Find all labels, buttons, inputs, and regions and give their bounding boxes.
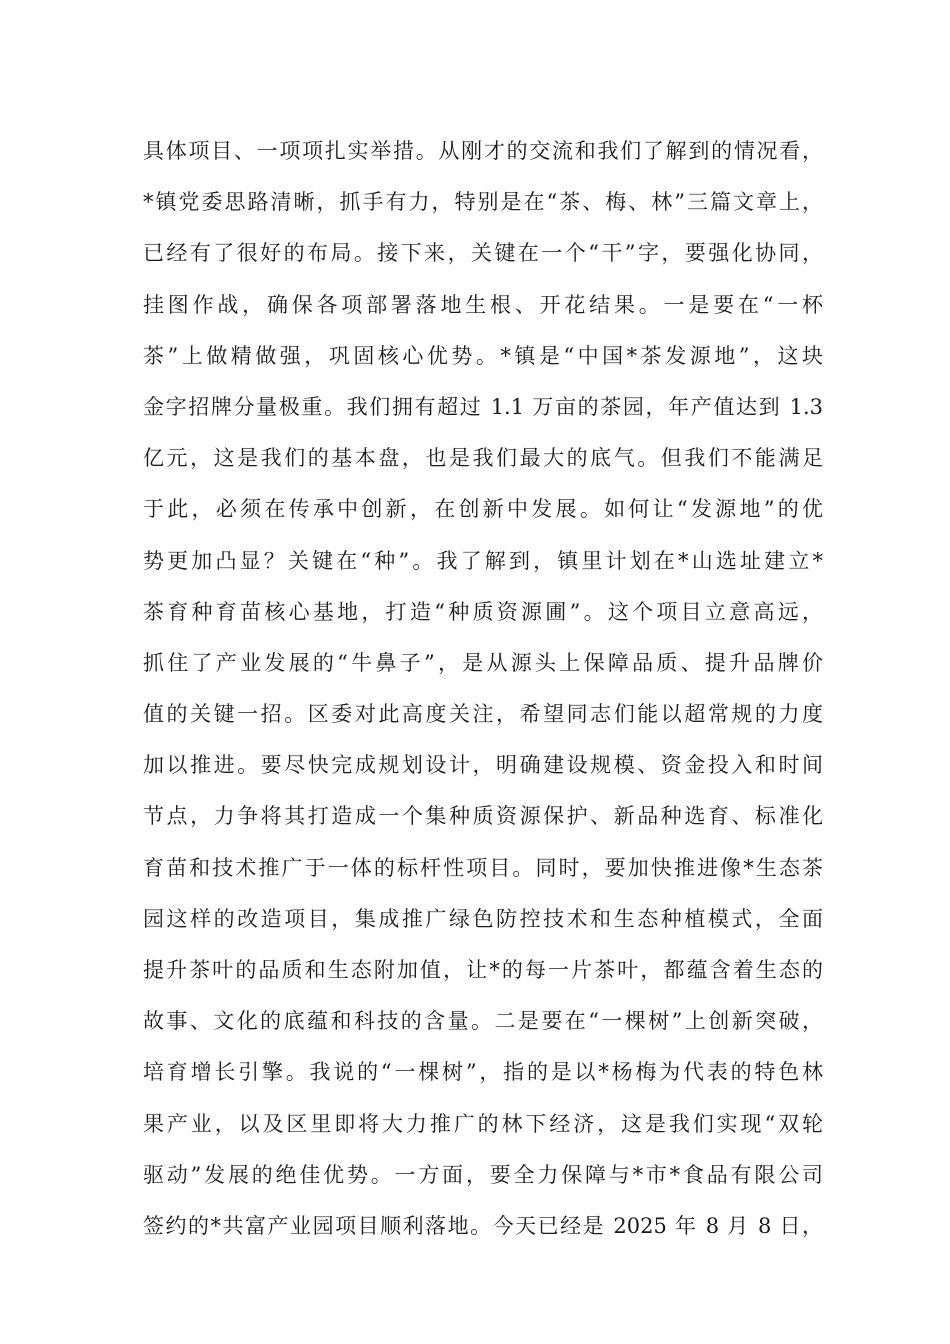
text-line: 茶育种育苗核心基地，打造“种质资源圃”。这个项目立意高远， [143, 599, 823, 624]
text-line: 提升茶叶的品质和生态附加值，让*的每一片茶叶，都蕴含着生态的 [143, 958, 823, 982]
text-line: 具体项目、一项项扎实举措。从刚才的交流和我们了解到的情况看， [143, 139, 823, 163]
text-line: 于此，必须在传承中创新，在创新中发展。如何让“发源地”的优 [143, 497, 823, 522]
text-line: 节点，力争将其打造成一个集种质资源保护、新品种选育、标准化 [143, 804, 823, 829]
text-line: 值的关键一招。区委对此高度关注，希望同志们能以超常规的力度 [143, 702, 823, 727]
text-line: 金字招牌分量极重。我们拥有超过 1.1 万亩的茶园，年产值达到 1.3 [143, 394, 823, 419]
text-line: *镇党委思路清晰，抓手有力，特别是在“茶、梅、林”三篇文章上， [143, 190, 823, 215]
text-line: 亿元，这是我们的基本盘，也是我们最大的底气。但我们不能满足 [143, 446, 823, 471]
text-line: 培育增长引擎。我说的“一棵树”，指的是以*杨梅为代表的特色林 [143, 1060, 823, 1085]
text-line: 加以推进。要尽快完成规划设计，明确建设规模、资金投入和时间 [143, 753, 823, 778]
text-line: 抓住了产业发展的“牛鼻子”，是从源头上保障品质、提升品牌价 [143, 650, 823, 675]
text-line: 挂图作战，确保各项部署落地生根、开花结果。一是要在“一杯 [143, 292, 823, 317]
text-line: 签约的*共富产业园项目顺利落地。今天已经是 2025 年 8 月 8 日， [143, 1213, 823, 1238]
body-text [143, 126, 823, 1252]
text-line: 势更加凸显？关键在“种”。我了解到，镇里计划在*山选址建立* [143, 548, 823, 573]
text-line: 驱动”发展的绝佳优势。一方面，要全力保障与*市*食品有限公司 [143, 1162, 823, 1187]
text-line: 育苗和技术推广于一体的标杆性项目。同时，要加快推进像*生态茶 [143, 855, 823, 880]
text-line: 已经有了很好的布局。接下来，关键在一个“干”字，要强化协同， [143, 241, 823, 266]
text-line: 果产业，以及区里即将大力推广的林下经济，这是我们实现“双轮 [143, 1111, 823, 1136]
text-line: 园这样的改造项目，集成推广绿色防控技术和生态种植模式，全面 [143, 906, 823, 931]
text-line: 故事、文化的底蕴和科技的含量。二是要在“一棵树”上创新突破， [143, 1009, 823, 1034]
text-line: 茶”上做精做强，巩固核心优势。*镇是“中国*茶发源地”，这块 [143, 343, 823, 368]
